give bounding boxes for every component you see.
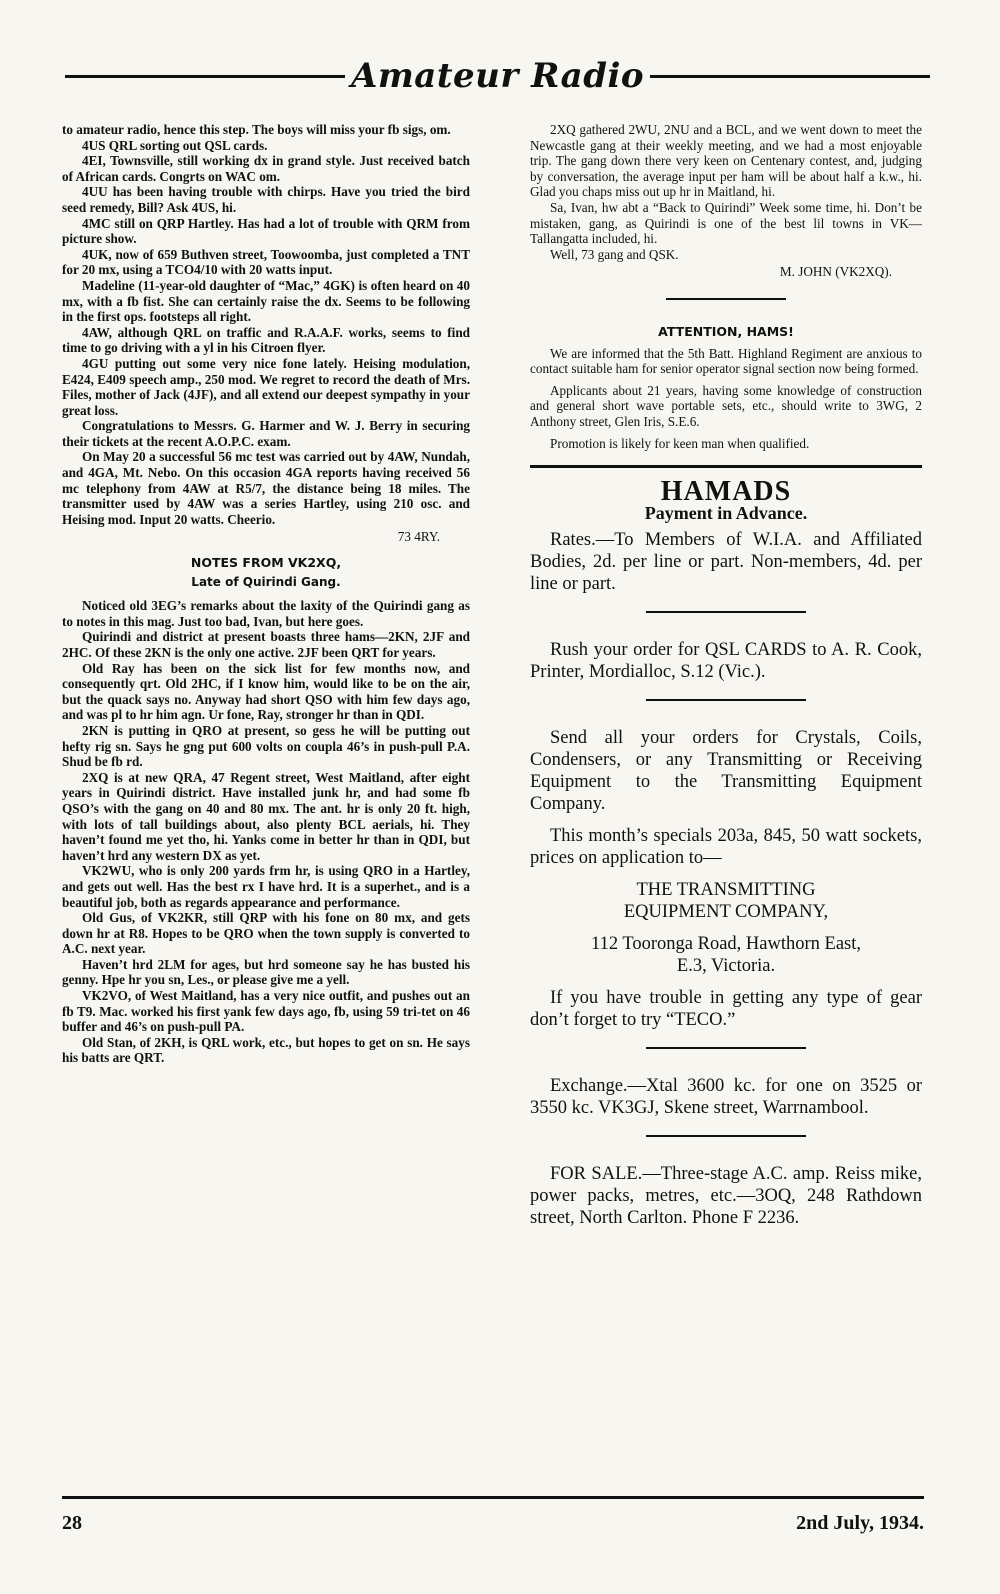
teco-company-name: THE TRANSMITTING xyxy=(636,880,816,901)
issue-date: 2nd July, 1934. xyxy=(796,1512,924,1534)
masthead xyxy=(65,52,930,100)
divider xyxy=(646,1047,806,1049)
qsl-ad: Rush your order for QSL CARDS to A. R. Cook, Printer, Mordialloc, S.12 (Vic.). xyxy=(530,640,922,683)
paragraph: 4GU putting out some very nice fone lately. Heising modulation, E424, E409 speech amp., 250 mod. We regret to record the death of Mrs. Files, mother of Jack (4JF), and all extend our deepest sympathy in your great loss. xyxy=(62,355,470,418)
paragraph: 4UK, now of 659 Buthven street, Toowoomba, just completed a TNT for 20 mx, using a TCO4/10 with 20 watts input. xyxy=(62,246,470,278)
signature-vk2xq: M. JOHN (VK2XQ). xyxy=(779,264,892,280)
paragraph: Sa, Ivan, hw abt a “Back to Quirindi” Week some time, hi. Don’t be mistaken, gang, as Quirindi is one of the best lil towns in VK—Tallangatta included, hi. xyxy=(530,199,922,247)
paragraph: 4AW, although QRL on traffic and R.A.A.F. works, seems to find time to go driving with a yl in his Citroen flyer. xyxy=(62,324,470,356)
right-column xyxy=(530,122,922,1229)
hamads-rates: Rates.—To Members of W.I.A. and Affiliated Bodies, 2d. per line or part. Non-members, 4d. per line or part. xyxy=(530,530,922,595)
paragraph: Congratulations to Messrs. G. Harmer and W. J. Berry in securing their tickets at the recent A.O.P.C. exam. xyxy=(62,418,470,449)
paragraph: Old Stan, of 2KH, is QRL work, etc., but hopes to get on sn. He says his batts are QRT. xyxy=(62,1034,470,1066)
teco-company-name: EQUIPMENT COMPANY, xyxy=(623,902,829,923)
divider xyxy=(530,465,922,468)
hamads-subtitle: Payment in Advance. xyxy=(644,502,808,523)
section-subtitle: Late of Quirindi Gang. xyxy=(191,574,341,589)
vk2xq-notes xyxy=(62,598,470,1066)
paragraph: On May 20 a successful 56 mc test was carried out by 4AW, Nundah, and 4GA, Mt. Nebo. On this occasion 4GA reports having received 56 mc telephony from 4AW at R5/7, the distance being 18 miles. The transmitter used by 4AW was a series Hartley, using 210 osc. and Heising mod. Input 20 watts. Cheerio. xyxy=(62,449,470,527)
teco-address: E.3, Victoria. xyxy=(676,956,776,977)
magazine-title: Amateur Radio xyxy=(350,56,645,96)
teco-ad-specials: This month’s specials 203a, 845, 50 watt sockets, prices on application to— xyxy=(530,826,922,869)
paragraph: Noticed old 3EG’s remarks about the laxity of the Quirindi gang as to notes in this mag. Just too bad, Ivan, but here goes. xyxy=(62,598,470,629)
attention-para: Applicants about 21 years, having some knowledge of construction and general short wave portable sets, etc., should write to 3WG, 2 Anthony street, Glen Iris, S.E.6. xyxy=(530,382,922,429)
teco-ad-closing: If you have trouble in getting any type of gear don’t forget to try “TECO.” xyxy=(530,988,922,1031)
vk2xq-notes-continued xyxy=(530,122,922,262)
paragraph: 4US QRL sorting out QSL cards. xyxy=(82,137,268,153)
for-sale-ad: FOR SALE.—Three-stage A.C. amp. Reiss mike, power packs, metres, etc.—3OQ, 248 Rathdown street, North Carlton. Phone F 2236. xyxy=(530,1164,922,1229)
left-column xyxy=(62,122,470,1066)
divider xyxy=(646,699,806,701)
footer-rule xyxy=(62,1496,924,1499)
paragraph: Madeline (11-year-old daughter of “Mac,” 4GK) is often heard on 40 mx, with a fb fist. She can certainly raise the dx. Seems to be following in the first ops. footsteps all right. xyxy=(62,277,470,325)
teco-address: 112 Tooronga Road, Hawthorn East, xyxy=(591,934,861,955)
paragraph: 4EI, Townsville, still working dx in grand style. Just received batch of African cards. Congrts on WAC om. xyxy=(62,153,470,184)
teco-ad-text: Send all your orders for Crystals, Coils, Condensers, or any Transmitting or Receiving Equipment to the Transmitting Equipment Company. xyxy=(530,728,922,815)
paragraph: VK2VO, of West Maitland, has a very nice outfit, and pushes out an fb T9. Mac. worked his first yank few days ago, fb, using 59 tri-tet on 46 buffer and 46’s on push-pull PA. xyxy=(62,988,470,1035)
paragraph: 4MC still on QRP Hartley. Has had a lot of trouble with QRM from picture show. xyxy=(62,215,470,247)
attention-para: Promotion is likely for keen man when qualified. xyxy=(550,435,810,451)
club-notes xyxy=(62,122,470,527)
masthead-rule-left xyxy=(65,75,345,78)
divider xyxy=(646,611,806,613)
paragraph: to amateur radio, hence this step. The boys will miss your fb sigs, om. xyxy=(62,122,451,137)
exchange-ad: Exchange.—Xtal 3600 kc. for one on 3525 or 3550 kc. VK3GJ, Skene street, Warrnambool. xyxy=(530,1076,922,1119)
section-title-vk2xq: NOTES FROM VK2XQ, xyxy=(190,555,342,571)
paragraph: Well, 73 gang and QSK. xyxy=(550,246,679,262)
attention-title: ATTENTION, HAMS! xyxy=(658,323,794,339)
paragraph: 4UU has been having trouble with chirps. Have you tried the bird seed remedy, Bill? Ask 4US, hi. xyxy=(62,184,470,215)
attention-notice xyxy=(530,324,922,451)
page-number: 28 xyxy=(62,1512,82,1534)
paragraph: 2KN is putting in QRO at present, so gess he will be putting out hefty rig sn. Says he gng put 600 volts on coupla 46’s in push-pull P.A. Shud be fb rd. xyxy=(62,722,470,770)
hamads-title: HAMADS xyxy=(660,476,792,508)
signature-4ry: 73 4RY. xyxy=(397,529,440,545)
masthead-rule-right xyxy=(650,75,930,78)
paragraph: Haven’t hrd 2LM for ages, but hrd someone say he has busted his genny. Hpe hr you sn, Les., or please give me a yell. xyxy=(62,956,470,988)
paragraph: VK2WU, who is only 200 yards frm hr, is using QRO in a Hartley, and gets out well. Has the best rx I have hrd. It is a superhet., and is a beautiful job, both as regards appearance and performance. xyxy=(62,863,470,910)
paragraph: 2XQ gathered 2WU, 2NU and a BCL, and we went down to meet the Newcastle gang at their weekly meeting, and we had a most enjoyable trip. The gang down there very keen on Centenary contest, and, judging by conversation, the average input per ham will be about half a k.w., hi. Glad you chaps miss out up hr in Maitland, hi. xyxy=(530,122,922,200)
attention-para: We are informed that the 5th Batt. Highland Regiment are anxious to contact suitable ham for senior operator signal section now being formed. xyxy=(530,345,922,377)
paragraph: 2XQ is at new QRA, 47 Regent street, West Maitland, after eight years in Quirindi district. Have installed junk hr, and had some fb QSO’s with the gang on 40 and 80 mx. The ant. hr is only 20 ft. high, with lots of tall buildings about, also plenty BCL aerials, hi. They haven’t found me yet tho, hi. Yanks come in better hr than in QDI, but haven’t hrd any western DX as yet. xyxy=(62,769,470,863)
divider xyxy=(666,298,786,300)
divider xyxy=(646,1135,806,1137)
paragraph: Old Gus, of VK2KR, still QRP with his fone on 80 mx, and gets down hr at R8. Hopes to be QRO when the town supply is converted to A.C. next year. xyxy=(62,910,470,957)
paragraph: Old Ray has been on the sick list for few months now, and consequently qrt. Old 2HC, if I know him, would like to be on the air, but the quack says no. Anyway had short QSO with him few days ago, and was pl to hr him agn. Ur fone, Ray, stronger hr than in QDI. xyxy=(62,660,470,723)
paragraph: Quirindi and district at present boasts three hams—2KN, 2JF and 2HC. Of these 2KN is the only one active. 2JF been QRT for years. xyxy=(62,629,470,660)
